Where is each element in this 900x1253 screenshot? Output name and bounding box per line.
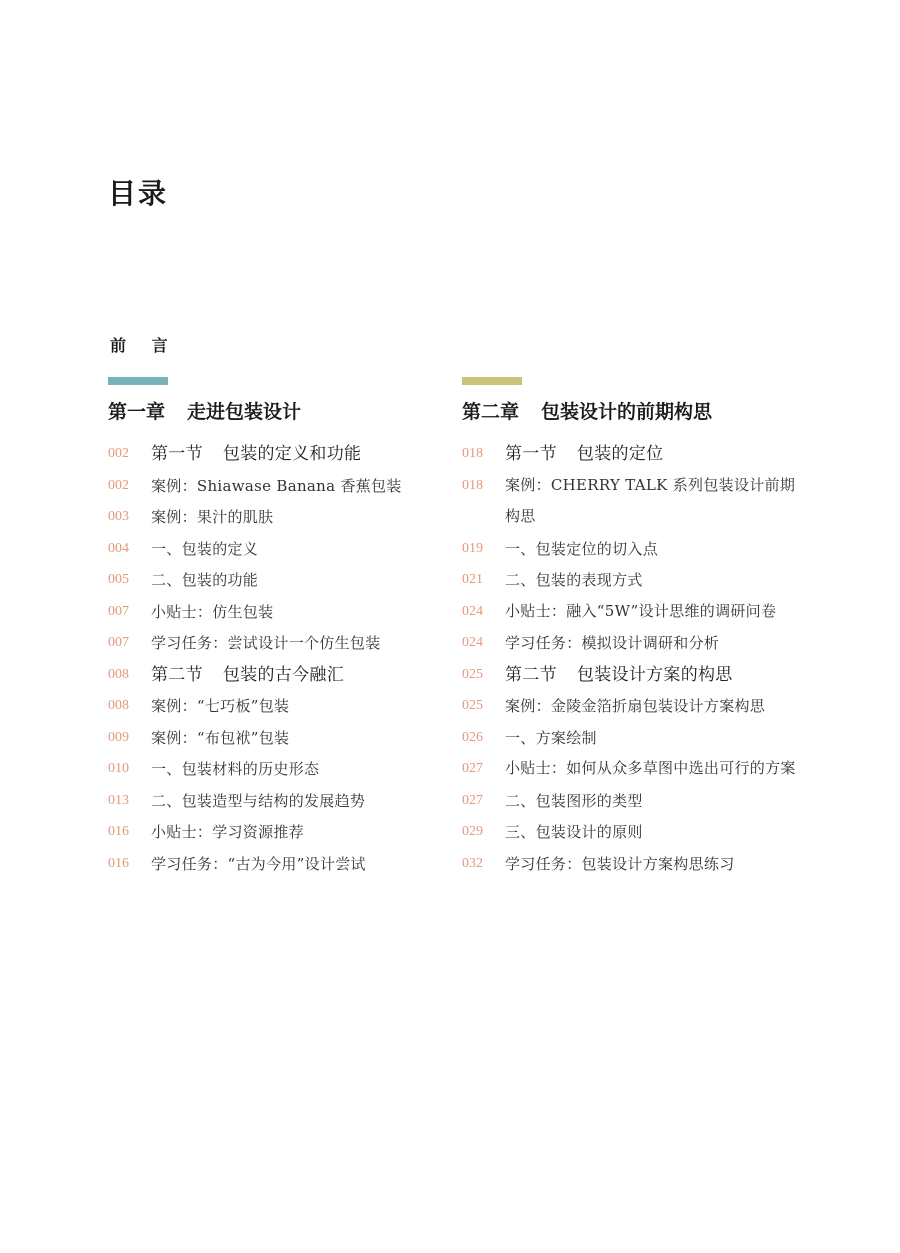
- entry-title: 案例：“布包袱”包装: [151, 728, 290, 747]
- section-title: 包装的古今融汇: [222, 664, 345, 685]
- page-number: 007: [108, 635, 129, 650]
- toc-entry[interactable]: [108, 475, 428, 497]
- page-number: 027: [462, 761, 483, 776]
- entry-title: 学习任务：尝试设计一个仿生包装: [151, 634, 381, 652]
- chapter-label: 第二章: [462, 401, 520, 423]
- page-number: 008: [108, 698, 129, 713]
- page-number: 013: [108, 792, 129, 808]
- entry-title: 案例：“七巧板”包装: [151, 697, 290, 715]
- page-number: 018: [462, 477, 483, 493]
- page-number: 016: [108, 855, 129, 871]
- page-number: 018: [462, 446, 483, 461]
- section-label: 第二节: [151, 664, 203, 685]
- toc-entry[interactable]: [462, 632, 802, 654]
- toc-entry[interactable]: [108, 632, 428, 654]
- toc-entry[interactable]: [108, 601, 428, 623]
- entry-title: 学习任务：包装设计方案构思练习: [505, 854, 735, 873]
- toc-entry[interactable]: [462, 569, 802, 591]
- toc-entry[interactable]: [462, 758, 802, 780]
- entry-title: 小贴士：学习资源推荐: [151, 823, 305, 841]
- chapter-1-entries: [108, 443, 428, 875]
- entry-title: 一、包装定位的切入点: [505, 539, 659, 558]
- entry-title: 小贴士：仿生包装: [151, 602, 274, 621]
- page-number: 019: [462, 540, 483, 556]
- chapter-2-heading[interactable]: [462, 397, 802, 427]
- page-number: 003: [108, 509, 129, 524]
- section-title: 包装的定位: [576, 444, 664, 464]
- entry-title: 三、包装设计的原则: [505, 823, 643, 841]
- page-number: 021: [462, 572, 483, 587]
- page-number: 004: [108, 540, 129, 556]
- toc-section-entry[interactable]: [462, 443, 802, 465]
- chapter-2-entries: [462, 443, 802, 875]
- section-label: 第二节: [505, 664, 557, 685]
- entry-title: 案例：Shiawase Banana 香蕉包装: [151, 476, 402, 495]
- entry-title: 一、包装材料的历史形态: [151, 760, 320, 778]
- toc-entry[interactable]: [108, 758, 428, 780]
- page-number: 027: [462, 792, 483, 808]
- chapter-title: 包装设计的前期构思: [541, 401, 713, 423]
- toc-entry[interactable]: [462, 727, 802, 749]
- toc-entry[interactable]: [108, 821, 428, 843]
- toc-entry[interactable]: [108, 538, 428, 560]
- entry-title: 小贴士：融入“5W”设计思维的调研问卷: [505, 601, 777, 620]
- page-number: 025: [462, 666, 483, 682]
- toc-title: 目录: [108, 177, 169, 210]
- toc-entry[interactable]: [462, 853, 802, 875]
- section-heading: [151, 664, 428, 686]
- page-number: 005: [108, 572, 129, 587]
- entry-title: 案例：CHERRY TALK 系列包装设计前期构思: [505, 475, 796, 526]
- page-number: 016: [108, 824, 129, 839]
- page-number: 002: [108, 446, 129, 461]
- toc-entry[interactable]: [462, 790, 802, 812]
- page-number: 007: [108, 603, 129, 619]
- page-number: 002: [108, 477, 129, 493]
- section-label: 第一节: [151, 444, 203, 464]
- toc-entry[interactable]: [108, 569, 428, 591]
- chapter-1-heading[interactable]: [108, 397, 428, 427]
- page-number: 008: [108, 666, 129, 682]
- page-number: 029: [462, 824, 483, 839]
- entry-title: 一、方案绘制: [505, 728, 597, 747]
- chapter-title: 走进包装设计: [187, 401, 302, 423]
- toc-entry[interactable]: [462, 601, 802, 623]
- chapter-2: [462, 377, 802, 884]
- page-number: 026: [462, 729, 483, 745]
- toc-entry[interactable]: [462, 821, 802, 843]
- page-number: 010: [108, 761, 129, 776]
- toc-entry[interactable]: [108, 506, 428, 528]
- entry-title: 学习任务：模拟设计调研和分析: [505, 634, 720, 652]
- section-label: 第一节: [505, 444, 557, 464]
- page-number: 025: [462, 698, 483, 713]
- section-heading: [505, 443, 802, 465]
- entry-title: 二、包装图形的类型: [505, 791, 643, 810]
- preface-link[interactable]: 前 言: [110, 336, 178, 355]
- entry-title: 案例：金陵金箔折扇包装设计方案构思: [505, 697, 766, 715]
- entry-title: 学习任务：“古为今用”设计尝试: [151, 854, 366, 873]
- toc-entry[interactable]: [108, 695, 428, 717]
- entry-title: 案例：果汁的肌肤: [151, 508, 274, 526]
- entry-title: 一、包装的定义: [151, 539, 259, 558]
- entry-title: 二、包装的功能: [151, 571, 259, 589]
- toc-entry[interactable]: [108, 790, 428, 812]
- page-number: 024: [462, 635, 483, 650]
- toc-section-entry[interactable]: [462, 664, 802, 686]
- chapter-2-color-bar: [462, 377, 522, 385]
- page-number: 032: [462, 855, 483, 871]
- entry-title: 二、包装造型与结构的发展趋势: [151, 791, 366, 810]
- entry-title: 二、包装的表现方式: [505, 571, 643, 589]
- chapter-1-color-bar: [108, 377, 168, 385]
- section-title: 包装设计方案的构思: [576, 664, 733, 685]
- section-heading: [151, 443, 428, 465]
- toc-section-entry[interactable]: [108, 443, 428, 465]
- page-number: 024: [462, 603, 483, 619]
- toc-entry[interactable]: [462, 538, 802, 560]
- toc-section-entry[interactable]: [108, 664, 428, 686]
- entry-title: 小贴士：如何从众多草图中选出可行的方案: [505, 759, 796, 778]
- chapter-1: [108, 377, 428, 884]
- toc-entry[interactable]: [108, 727, 428, 749]
- section-title: 包装的定义和功能: [222, 444, 362, 464]
- section-heading: [505, 664, 802, 686]
- page-number: 009: [108, 729, 129, 745]
- chapter-label: 第一章: [108, 401, 166, 423]
- toc-entry[interactable]: [108, 853, 428, 875]
- toc-entry[interactable]: [462, 475, 802, 529]
- toc-entry[interactable]: [462, 695, 802, 717]
